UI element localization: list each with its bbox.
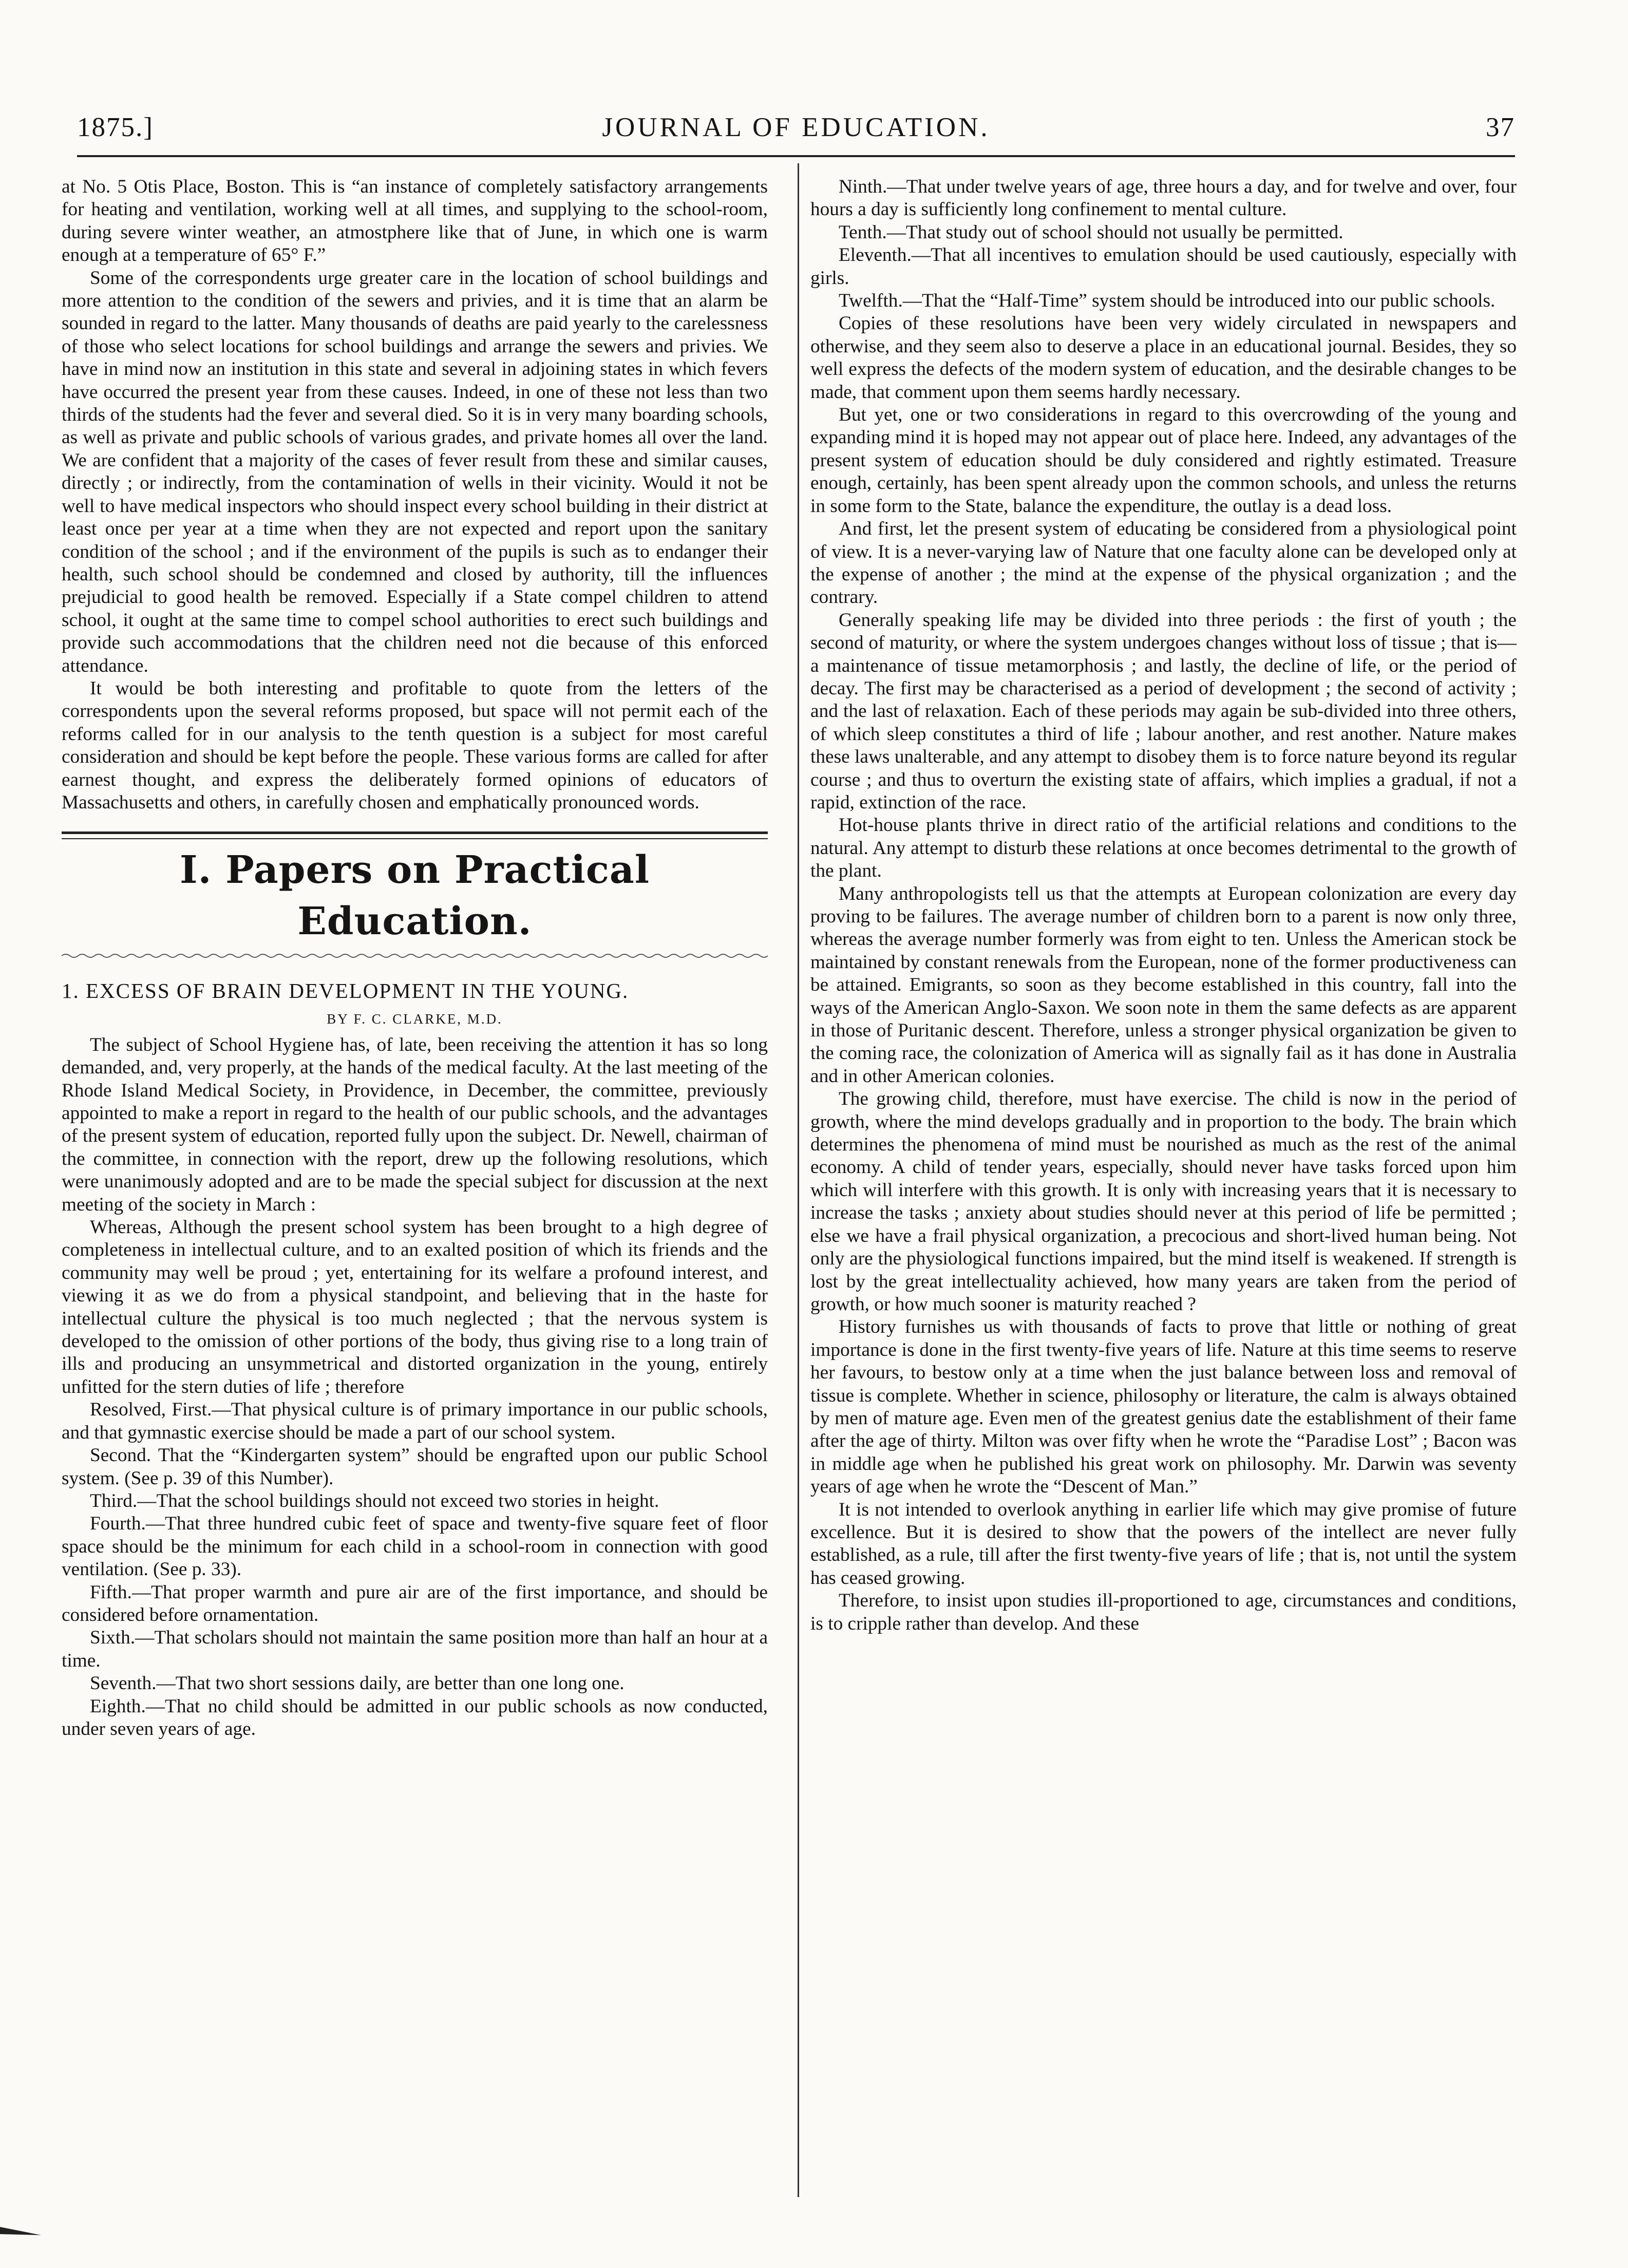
paragraph: It is not intended to overlook anything in earlier life which may give promise of future excellence. But it is desired to show that the powers of the intellect are never fully established, as a rule, till after the first twenty-five years of life ; that is, not until the system has ceased growing. bbox=[810, 1499, 1517, 1589]
resolution-item: Fifth.—That proper warmth and pure air are of the first importance, and should be considered before ornamentation. bbox=[62, 1581, 768, 1626]
paragraph: Hot-house plants thrive in direct ratio of the artificial relations and conditions to the natural. Any attempt to disturb these relations at once becomes detrimental to the growth of the plant. bbox=[810, 815, 1517, 882]
resolution-item: Third.—That the school buildings should not exceed two stories in height. bbox=[90, 1490, 659, 1511]
journal-title: JOURNAL OF EDUCATION. bbox=[602, 112, 990, 142]
margin-arrow-mark bbox=[0, 2224, 46, 2237]
paragraph: Therefore, to insist upon studies ill-proportioned to age, circumstances and conditions, is to cripple rather than develop. And these bbox=[810, 1590, 1517, 1634]
resolution-item: Fourth.—That three hundred cubic feet of space and twenty-five square feet of floor space should be the minimum for each child in a school-room in connection with good ventilation. (See p. 33). bbox=[62, 1513, 768, 1580]
article-byline: BY F. C. CLARKE, M.D. bbox=[327, 1011, 503, 1027]
header-year: 1875.] bbox=[77, 112, 154, 142]
article-title: 1. EXCESS OF BRAIN DEVELOPMENT IN THE YOUNG. bbox=[62, 978, 629, 1003]
left-column bbox=[62, 176, 768, 1741]
paragraph: Some of the correspondents urge greater care in the location of school buildings and more attention to the condition of the sewers and privies, and it is time that an alarm be sounded in regard to the latter. Many thousands of deaths are paid yearly to the carelessness of those who select locations for school buildings and arrange the sewers and privies. We have in mind now an institution in this state and several in adjoining states in which fevers have occurred the present year from these causes. Indeed, in one of these not less than two thirds of the students had the fever and several died. So it is in very many boarding schools, as well as private and public schools of various grades, and private homes all over the land. We are confident that a majority of the cases of fever result from these and similar causes, directly ; or indirectly, from the contamination of wells in their vicinity. Would it not be well to have medical inspectors who should inspect every school building in their district at least once per year at a time when they are not expected and report upon the sanitary condition of the school ; and if the environment of the pupils is such as to endanger their health, such school should be condemned and closed by authority, till the influences prejudicial to good health be removed. Especially if a State compel children to attend school, it ought at the same time to compel school authorities to erect such buildings and provide such accommodations that the children need not die because of this enforced attendance. bbox=[62, 267, 768, 676]
resolution-item: Eighth.—That no child should be admitted in our public schools as now conducted, under seven years of age. bbox=[62, 1695, 768, 1740]
paragraph: Many anthropologists tell us that the attempts at European colonization are every day proving to be failures. The average number of children born to a parent is now only three, whereas the average number formerly was from eight to ten. Unless the American stock be maintained by constant renewals from the European, none of the former productiveness can be attained. Emigrants, so soon as they become established in this country, fall into the ways of the American Anglo-Saxon. We soon note in them the same defects as are apparent in those of Puritanic descent. Therefore, unless a stronger physical organization be given to the coming race, the colonization of America will as signally fail as it has done in Australia and in other American colonies. bbox=[810, 883, 1517, 1087]
section-title: I. Papers on Practical Education. bbox=[180, 848, 650, 944]
paragraph: But yet, one or two considerations in regard to this overcrowding of the young and expanding mind it is hoped may not appear out of place here. Indeed, any advantages of the present system of education should be duly considered and rightly estimated. Treasure enough, certainly, has been spent already upon the common schools, and unless the returns in some form to the State, balance the expenditure, the outlay is a dead loss. bbox=[810, 404, 1517, 517]
page-number: 37 bbox=[1486, 112, 1515, 142]
paragraph: at No. 5 Otis Place, Boston. This is “an instance of completely satisfactory arrangements for heating and ventilation, working well at all times, and supplying to the school-room, during severe winter weather, an atmostphere like that of June, in which one is warm enough at a temperature of 65° F.” bbox=[62, 176, 768, 266]
resolution-item: Seventh.—That two short sessions daily, are better than one long one. bbox=[90, 1673, 624, 1694]
paragraph: History furnishes us with thousands of facts to prove that little or nothing of great importance is done in the first twenty-five years of life. Nature at this time seems to reserve her favours, to bestow only at a time when the just balance between loss and removal of tissue is complete. Whether in science, philosophy or literature, the calm is always obtained by men of mature age. Even men of the greatest genius date the establishment of their fame after the age of thirty. Milton was over fifty when he wrote the “Paradise Lost” ; Bacon was in middle age when he published his great work on philosophy. Mr. Darwin was seventy years of age when he wrote the “Descent of Man.” bbox=[810, 1316, 1517, 1498]
resolution-item: Sixth.—That scholars should not maintain the same position more than half an hour at a time. bbox=[62, 1627, 768, 1671]
resolution-item: Ninth.—That under twelve years of age, three hours a day, and for twelve and over, four hours a day is sufficiently long confinement to mental culture. bbox=[810, 176, 1517, 220]
section-rule bbox=[62, 831, 768, 839]
paragraph: And first, let the present system of educating be considered from a physiological point of view. It is a never-varying law of Nature that one faculty alone can be developed only at the expense of another ; the mind at the expense of the physical organization ; and the contrary. bbox=[810, 518, 1517, 608]
paragraph: Copies of these resolutions have been very widely circulated in newspapers and otherwise, and they seem also to deserve a place in an educational journal. Besides, they so well express the defects of the modern system of education, and the desirable changes to be made, that comment upon them seems hardly necessary. bbox=[810, 313, 1517, 403]
resolution-item: Second. That the “Kindergarten system” should be engrafted upon our public School system. (See p. 39 of this Number). bbox=[62, 1445, 768, 1489]
paragraph: The subject of School Hygiene has, of late, been receiving the attention it has so long demanded, and, very properly, at the hands of the medical faculty. At the last meeting of the Rhode Island Medical Society, in Providence, in December, the committee, previously appointed to make a report in regard to the health of our public schools, and the advantages of the present system of education, reported fully upon the subject. Dr. Newell, chairman of the committee, in connection with the report, drew up the following resolutions, which were unanimously adopted and are to be made the special subject for discussion at the next meeting of the society in March : bbox=[62, 1034, 768, 1215]
header-rule bbox=[77, 155, 1515, 157]
paragraph: The growing child, therefore, must have exercise. The child is now in the period of growth, where the mind develops gradually and in proportion to the body. The brain which determines the phenomena of mind must be nourished as much as the rest of the animal economy. A child of tender years, especially, should never have tasks forced upon him which will interfere with this growth. It is only with increasing years that it is necessary to increase the tasks ; anxiety about studies should never at this period of life be permitted ; else we have a frail physical organization, a precocious and short-lived human being. Not only are the physiological functions impaired, but the mind itself is weakened. If strength is lost by the great intellectuality achieved, how many years are taken from the period of growth, or how much sooner is maturity reached ? bbox=[810, 1088, 1517, 1315]
paragraph: Whereas, Although the present school system has been brought to a high degree of completeness in intellectual culture, and to an exalted position of which its friends and the community may well be proud ; yet, entertaining for its welfare a profound interest, and viewing it as we do from a physical standpoint, and believing that in the haste for intellectual culture the physical is too much neglected ; that the nervous system is developed to the omission of other portions of the body, thus giving rise to a long train of ills and producing an unsymmetrical and distorted organization in the young, entirely unfitted for the stern duties of life ; therefore bbox=[62, 1217, 768, 1397]
resolution-item: Eleventh.—That all incentives to emulation should be used cautiously, especially with girls. bbox=[810, 244, 1517, 289]
resolution-item: Tenth.—That study out of school should not usually be permitted. bbox=[839, 221, 1343, 243]
running-header bbox=[77, 112, 1515, 148]
paragraph: Generally speaking life may be divided into three periods : the first of youth ; the second of maturity, or where the system undergoes changes without loss of tissue ; that is—a maintenance of tissue metamorphosis ; and lastly, the decline of life, or the period of decay. The first may be characterised as a period of development ; the second of activity ; and the last of relaxation. Each of these periods may again be sub-divided into three others, of which sleep constitutes a third of life ; labour another, and rest another. Nature makes these laws unalterable, and any attempt to disobey them is to force nature beyond its regular course ; and thus to overturn the existing state of affairs, which implies a gradual, if not a rapid, extinction of the race. bbox=[810, 609, 1517, 813]
right-column bbox=[810, 176, 1517, 1635]
resolution-item: Resolved, First.—That physical culture is of primary importance in our public schools, and that gymnastic exercise should be made a part of our school system. bbox=[62, 1399, 768, 1443]
paragraph: It would be both interesting and profitable to quote from the letters of the correspondents upon the several reforms proposed, but space will not permit each of the reforms called for in our analysis to the tenth question is a subject for most careful consideration and should be kept before the people. These various forms are called for after earnest thought, and express the deliberately formed opinions of educators of Massachusetts and others, in carefully chosen and emphatically pronounced words. bbox=[62, 677, 768, 813]
column-divider bbox=[798, 163, 799, 2197]
resolution-item: Twelfth.—That the “Half-Time” system should be introduced into our public schools. bbox=[839, 290, 1496, 312]
wavy-rule bbox=[62, 952, 768, 960]
